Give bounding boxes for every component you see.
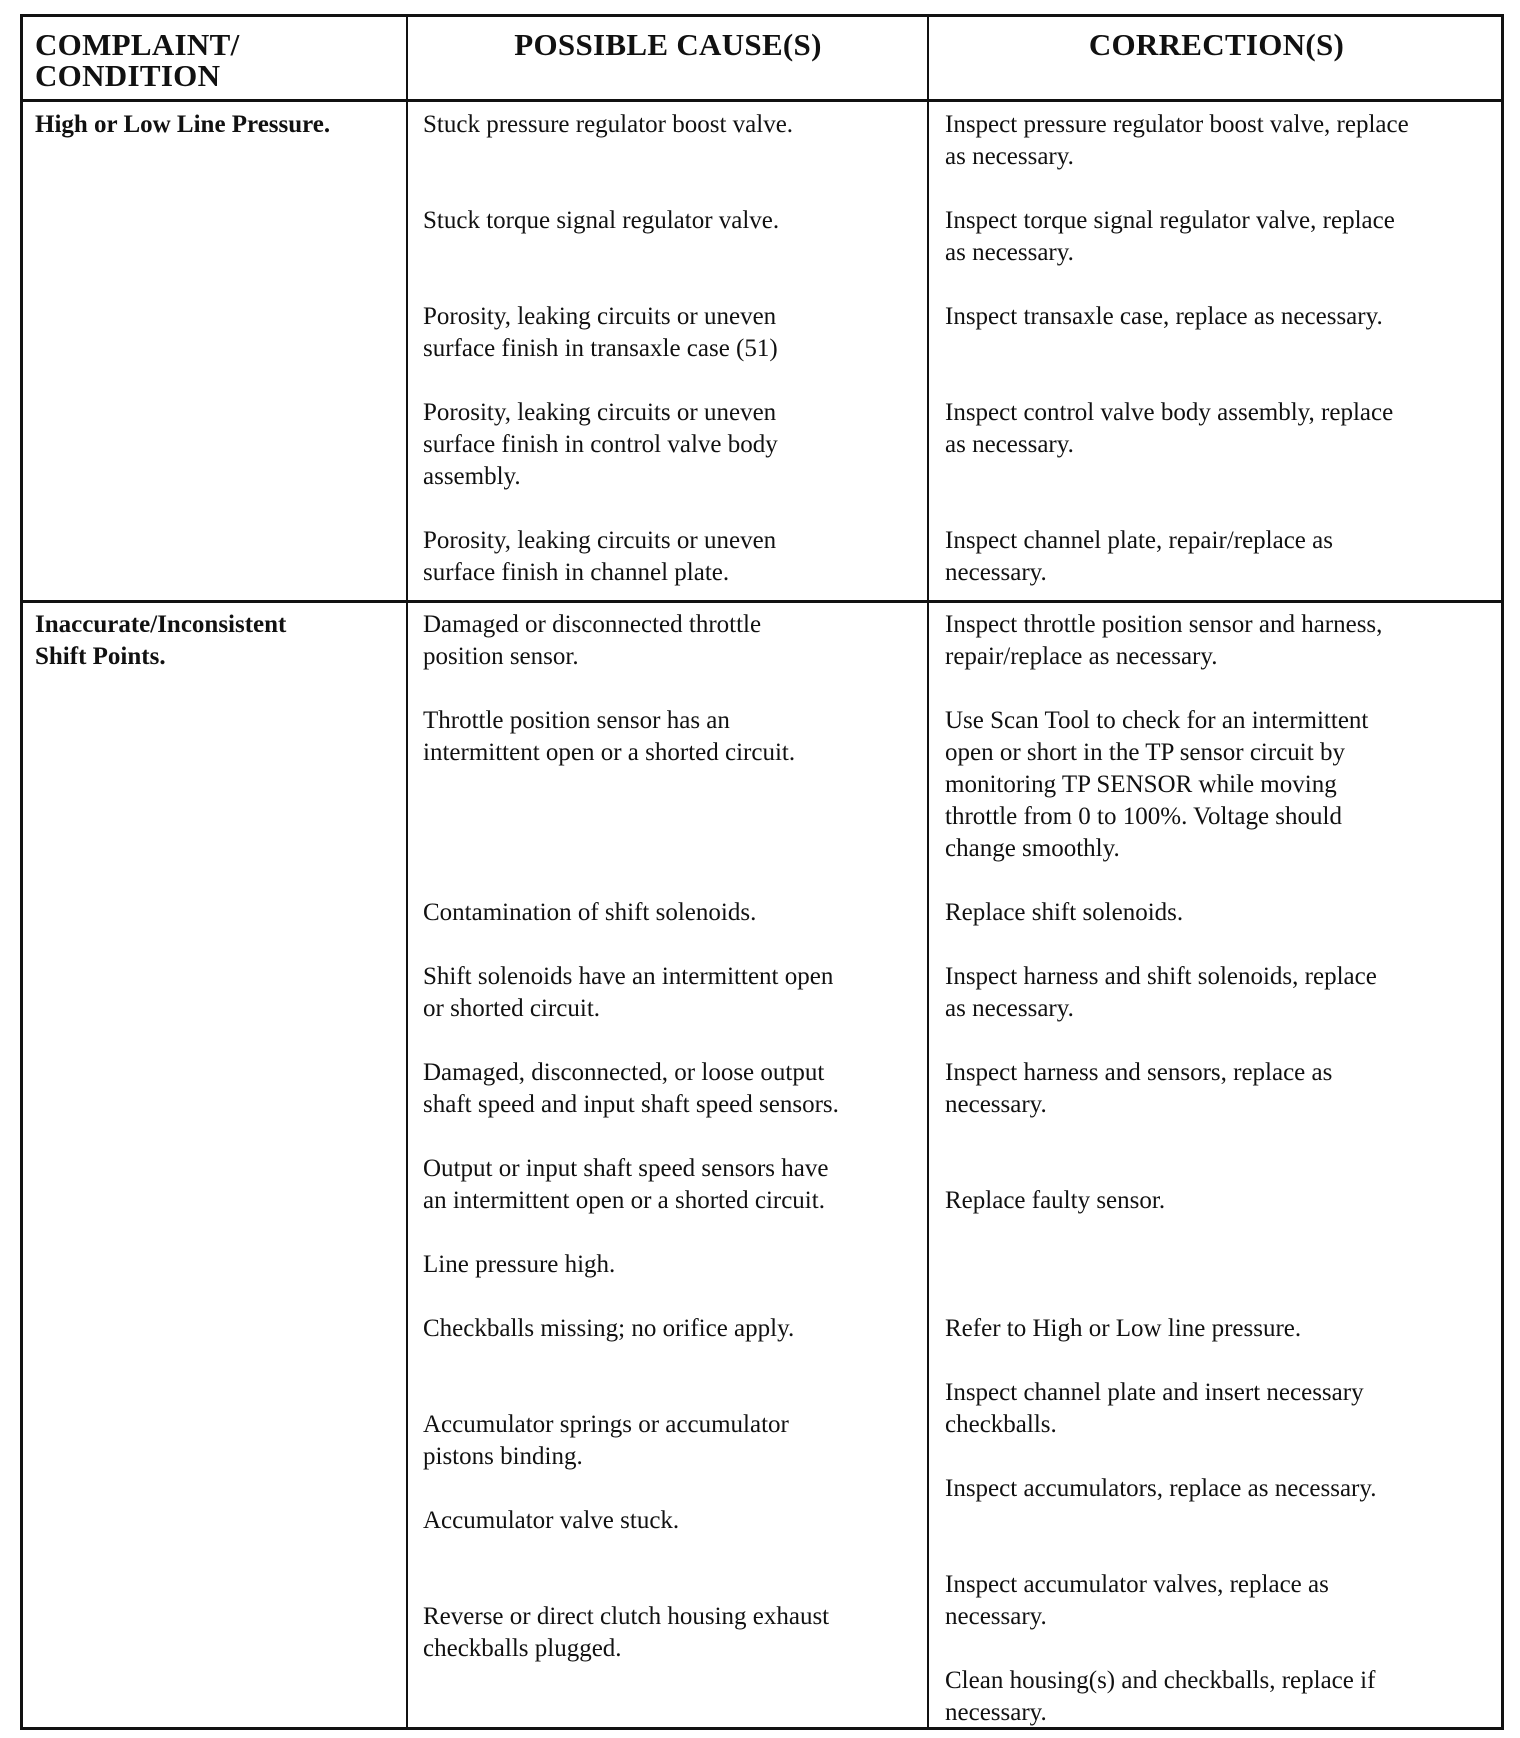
cause-item: Reverse or direct clutch housing exhaust checkballs plugged. bbox=[423, 1603, 830, 1662]
column-divider-2 bbox=[927, 17, 929, 1727]
correction-item: Clean housing(s) and checkballs, replace if necessary. bbox=[945, 1667, 1376, 1726]
cause-item: Output or input shaft speed sensors have an intermittent open or a shorted circuit. bbox=[423, 1155, 829, 1214]
header-cause: POSSIBLE CAUSE(S) bbox=[514, 27, 822, 62]
condition-inaccurate-shift-points: Inaccurate/Inconsistent Shift Points. bbox=[35, 611, 287, 670]
correction-item: Inspect channel plate and insert necessary checkballs. bbox=[945, 1379, 1364, 1438]
correction-item: Inspect transaxle case, replace as necessary. bbox=[945, 303, 1383, 330]
correction-item: Replace shift solenoids. bbox=[945, 899, 1184, 926]
correction-item: Replace faulty sensor. bbox=[945, 1187, 1166, 1214]
cause-item: Line pressure high. bbox=[423, 1251, 616, 1278]
cause-item: Stuck torque signal regulator valve. bbox=[423, 207, 780, 234]
correction-item: Inspect accumulators, replace as necessary. bbox=[945, 1475, 1377, 1502]
correction-item: Inspect harness and shift solenoids, replace as necessary. bbox=[945, 963, 1377, 1022]
condition-high-low-line-pressure: High or Low Line Pressure. bbox=[35, 111, 331, 138]
cause-item: Checkballs missing; no orifice apply. bbox=[423, 1315, 795, 1342]
cause-item: Porosity, leaking circuits or uneven surface finish in control valve body assembly. bbox=[423, 399, 778, 490]
cause-item: Throttle position sensor has an intermittent open or a shorted circuit. bbox=[423, 707, 796, 766]
cause-item: Stuck pressure regulator boost valve. bbox=[423, 111, 794, 138]
cause-item: Contamination of shift solenoids. bbox=[423, 899, 757, 926]
header-complaint: COMPLAINT/ CONDITION bbox=[35, 27, 240, 93]
header-divider bbox=[23, 99, 1501, 102]
correction-item: Inspect throttle position sensor and harness, repair/replace as necessary. bbox=[945, 611, 1383, 670]
correction-item: Refer to High or Low line pressure. bbox=[945, 1315, 1302, 1342]
correction-item: Use Scan Tool to check for an intermittent open or short in the TP sensor circuit by monitoring TP SENSOR while moving throttle from 0 to 100%. Voltage should change smoothly. bbox=[945, 707, 1369, 862]
cause-item: Damaged or disconnected throttle position sensor. bbox=[423, 611, 762, 670]
cause-item: Porosity, leaking circuits or uneven surface finish in channel plate. bbox=[423, 527, 777, 586]
cause-item: Porosity, leaking circuits or uneven surface finish in transaxle case (51) bbox=[423, 303, 778, 362]
column-divider-1 bbox=[406, 17, 408, 1727]
section-divider bbox=[23, 600, 1501, 603]
correction-item: Inspect torque signal regulator valve, replace as necessary. bbox=[945, 207, 1395, 266]
correction-item: Inspect harness and sensors, replace as necessary. bbox=[945, 1059, 1333, 1118]
cause-item: Accumulator springs or accumulator pistons binding. bbox=[423, 1411, 789, 1470]
diagnosis-table bbox=[20, 14, 1504, 1730]
cause-item: Accumulator valve stuck. bbox=[423, 1507, 680, 1534]
correction-item: Inspect accumulator valves, replace as necessary. bbox=[945, 1571, 1329, 1630]
correction-item: Inspect channel plate, repair/replace as necessary. bbox=[945, 527, 1333, 586]
correction-item: Inspect pressure regulator boost valve, replace as necessary. bbox=[945, 111, 1409, 170]
cause-item: Shift solenoids have an intermittent open or shorted circuit. bbox=[423, 963, 834, 1022]
correction-item: Inspect control valve body assembly, replace as necessary. bbox=[945, 399, 1394, 458]
header-correction: CORRECTION(S) bbox=[1088, 27, 1345, 62]
cause-item: Damaged, disconnected, or loose output shaft speed and input shaft speed sensors. bbox=[423, 1059, 839, 1118]
